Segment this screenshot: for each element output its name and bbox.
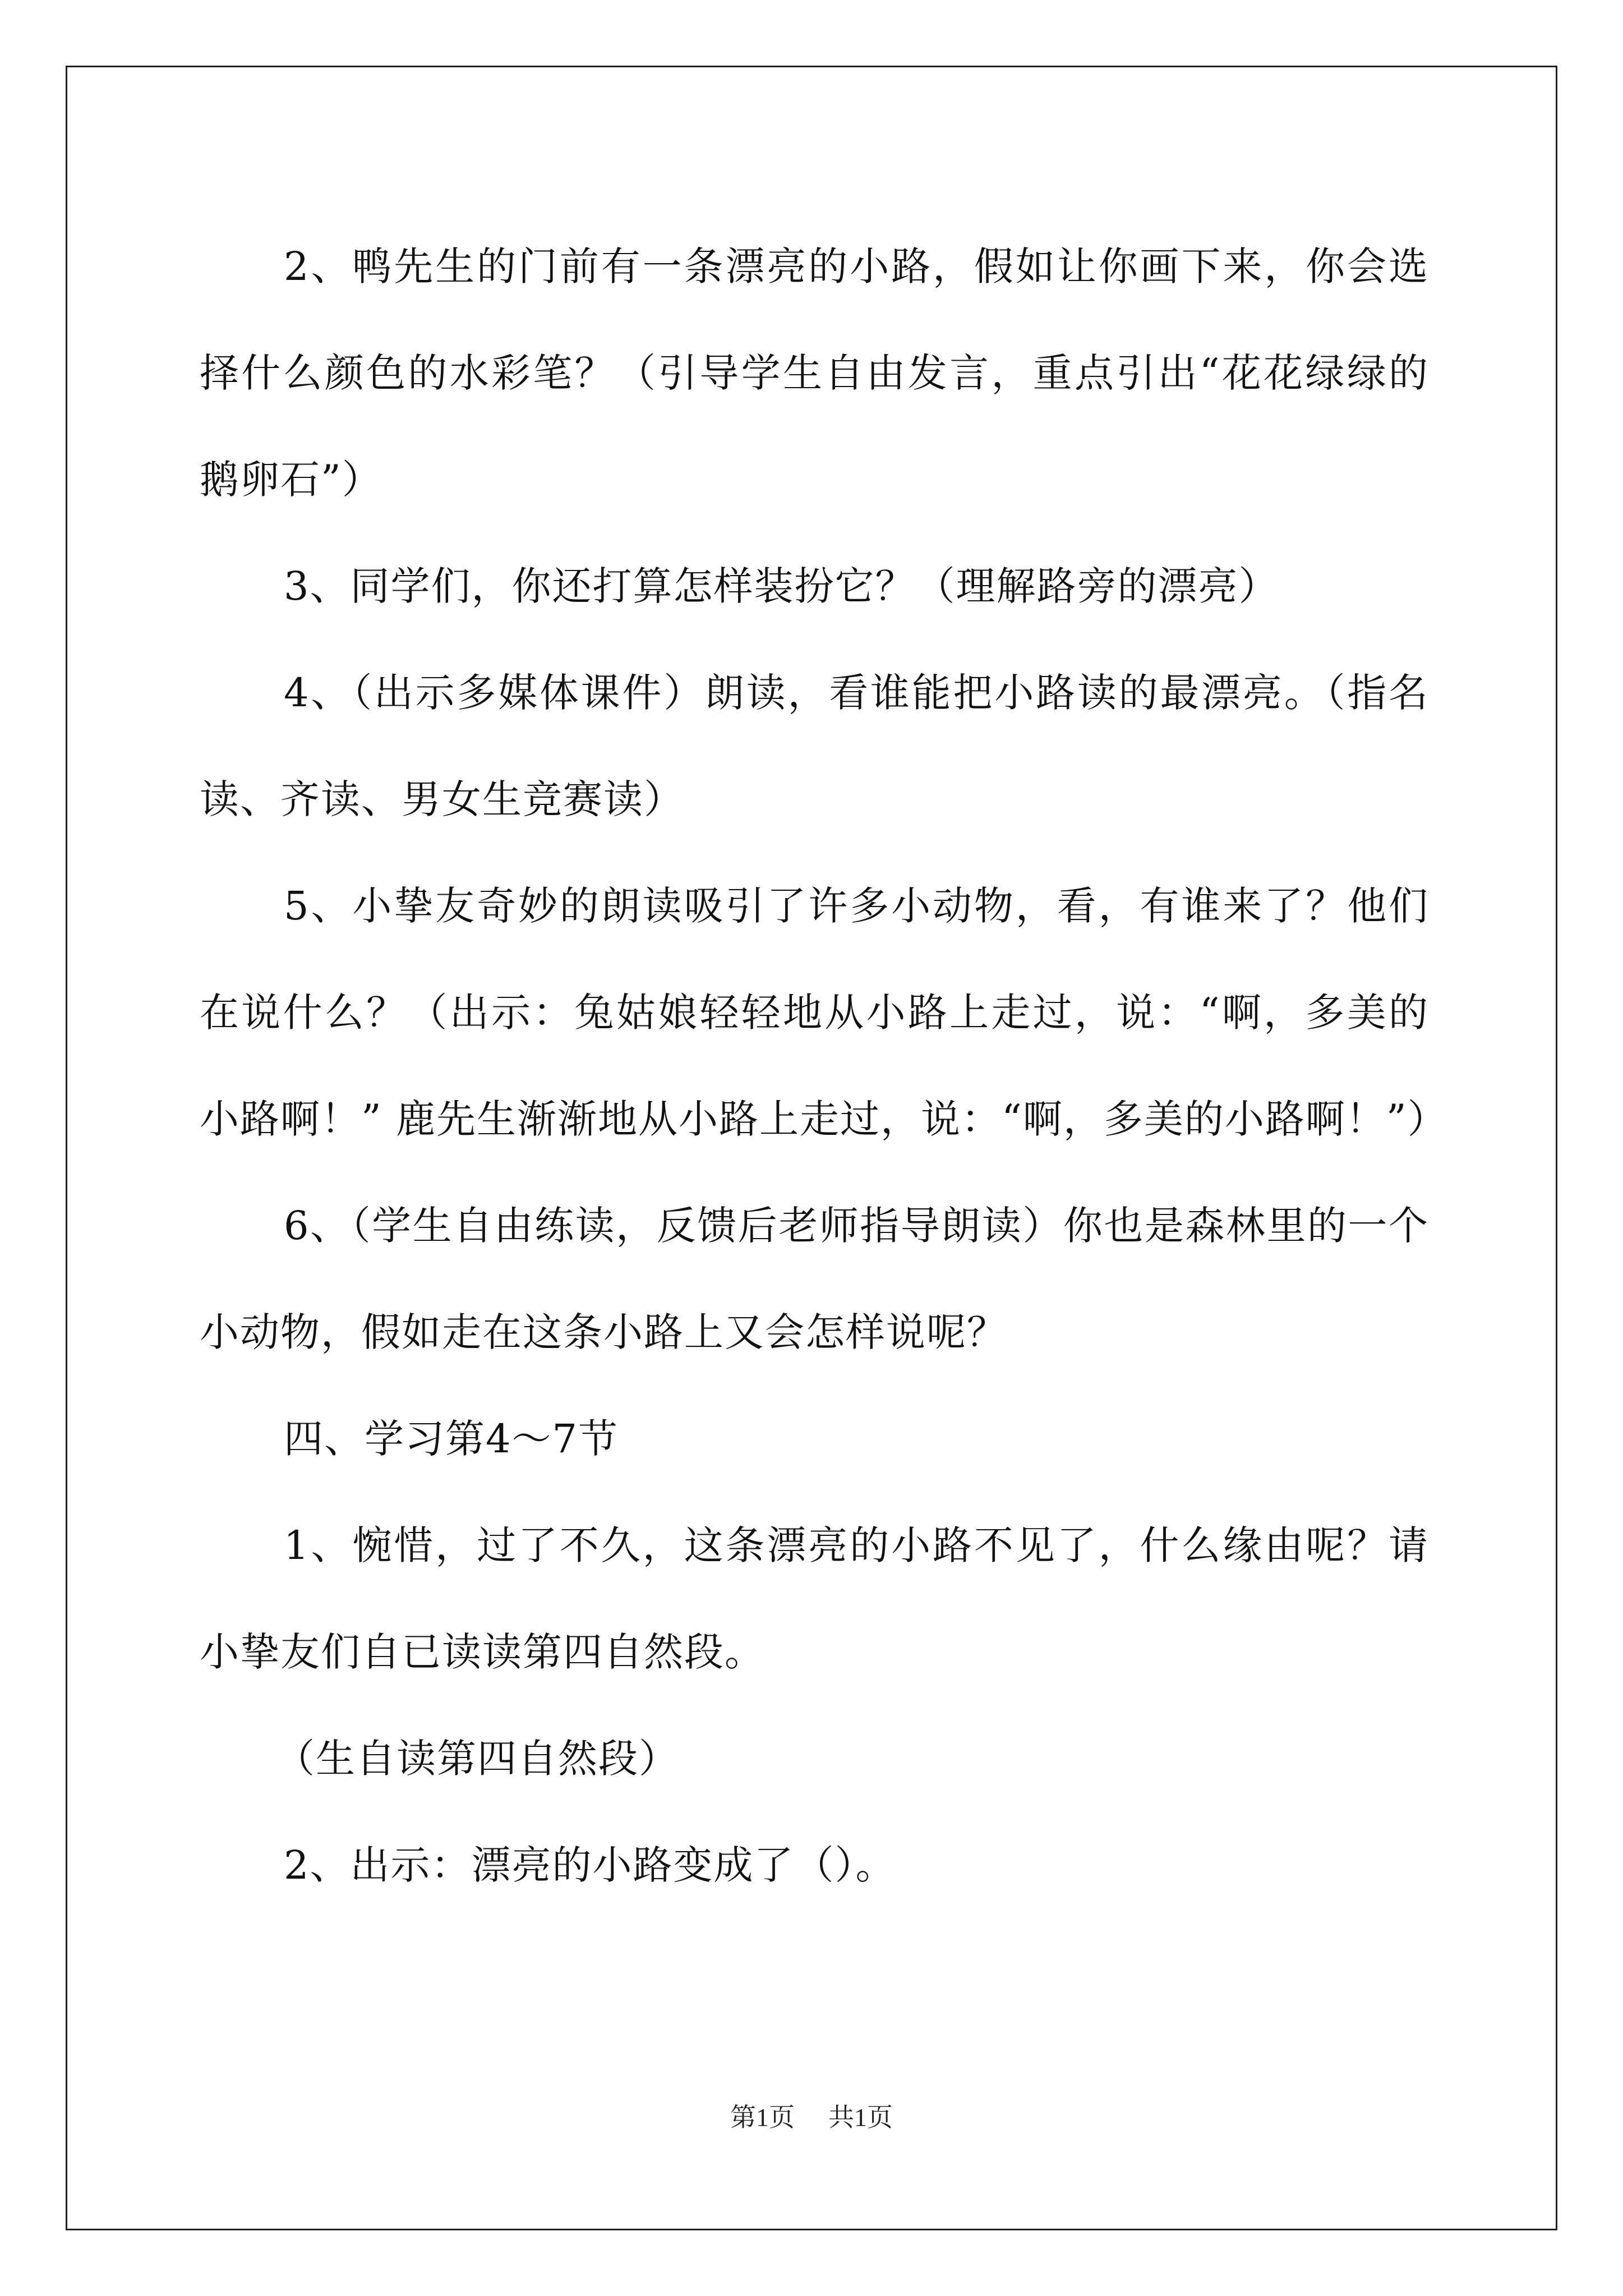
paragraph-step-5: 5、小挚友奇妙的朗读吸引了许多小动物，看，有谁来了？他们在说什么？（出示：兔姑娘轻轻地从小路上走过，说：“啊，多美的小路啊！” 鹿先生渐渐地从小路上走过，说：“啊，多美的小路啊！”） xyxy=(200,883,1448,1142)
page-total: 共1页 xyxy=(828,2103,893,2132)
paragraph-section4-step-2: 2、出示：漂亮的小路变成了（）。 xyxy=(284,1842,896,1888)
paragraph-note: （生自读第四自然段） xyxy=(275,1736,679,1782)
paragraph-step-2: 2、鸭先生的门前有一条漂亮的小路，假如让你画下来，你会选择什么颜色的水彩笔？（引导学生自由发言，重点引出“花花绿绿的鹅卵石”） xyxy=(200,243,1429,503)
paragraph-step-4: 4、（出示多媒体课件）朗读，看谁能把小路读的最漂亮。（指名读、齐读、男女生竞赛读） xyxy=(200,670,1429,822)
document-body xyxy=(200,213,1448,1918)
paragraph-step-3: 3、同学们，你还打算怎样装扮它？（理解路旁的漂亮） xyxy=(284,563,1279,609)
page-number: 第1页 xyxy=(730,2103,795,2132)
section-heading: 四、学习第4～7节 xyxy=(284,1416,619,1462)
page-footer xyxy=(0,2097,1623,2134)
paragraph-step-6: 6、（学生自由练读，反馈后老师指导朗读）你也是森林里的一个小动物，假如走在这条小路上又会怎样说呢？ xyxy=(200,1203,1429,1355)
paragraph-section4-step-1: 1、惋惜，过了不久，这条漂亮的小路不见了，什么缘由呢？请小挚友们自已读读第四自然段。 xyxy=(200,1522,1429,1675)
